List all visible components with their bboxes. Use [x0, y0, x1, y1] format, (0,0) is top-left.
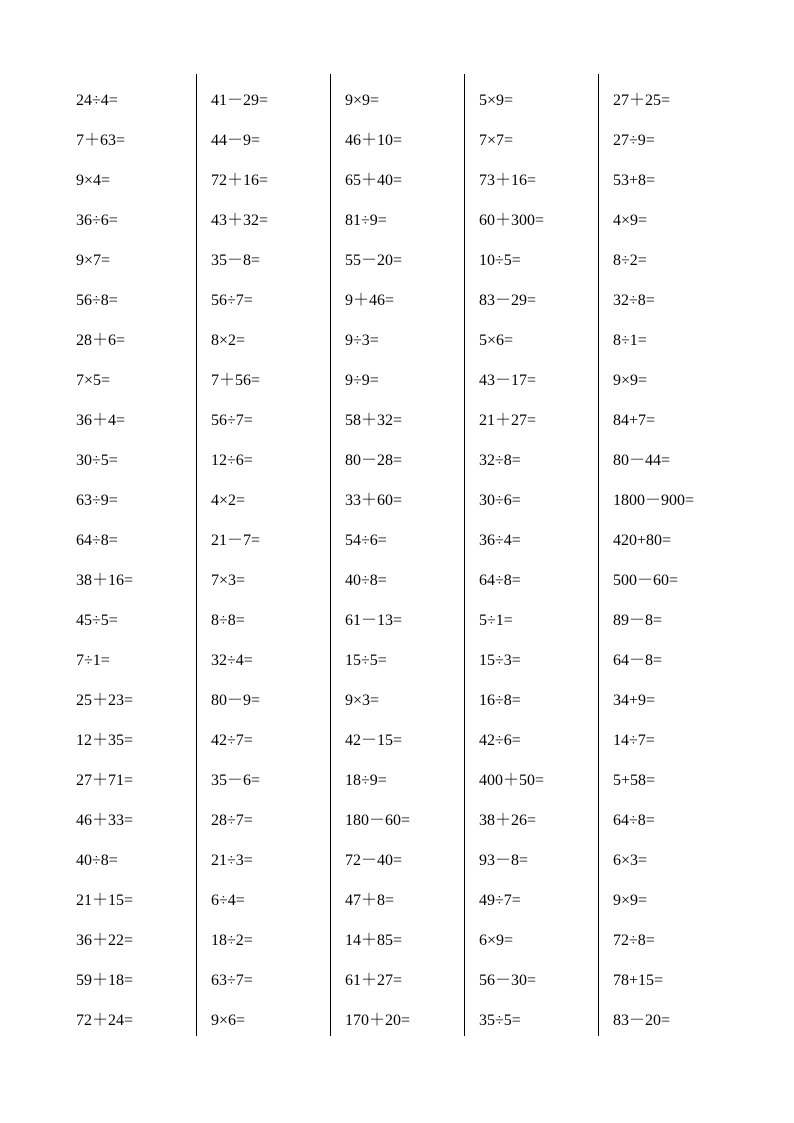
math-problem: 12÷6=: [211, 452, 253, 469]
math-problem: 49÷7=: [479, 892, 521, 909]
math-problem: 55－20=: [345, 252, 403, 269]
math-problem: 5×9=: [479, 92, 514, 109]
math-problem: 72＋24=: [76, 1012, 134, 1029]
math-problem: 6×3=: [613, 852, 648, 869]
math-problem: 40÷8=: [345, 572, 387, 589]
math-problem: 27÷9=: [613, 132, 655, 149]
math-problem: 46＋33=: [76, 812, 134, 829]
math-problem: 78+15=: [613, 972, 664, 989]
problem-column-2: [196, 74, 330, 1036]
math-problem: 34+9=: [613, 692, 656, 709]
math-problem: 93－8=: [479, 852, 529, 869]
math-problem: 15÷5=: [345, 652, 387, 669]
math-problem: 14÷7=: [613, 732, 655, 749]
math-problem: 180－60=: [345, 812, 411, 829]
math-problem: 72＋16=: [211, 172, 269, 189]
math-problem: 46＋10=: [345, 132, 403, 149]
math-problem: 64－8=: [613, 652, 663, 669]
math-problem: 58＋32=: [345, 412, 403, 429]
math-problem: 54÷6=: [345, 532, 387, 549]
math-problem: 32÷8=: [613, 292, 655, 309]
math-problem: 65＋40=: [345, 172, 403, 189]
math-problem: 56÷7=: [211, 412, 253, 429]
math-problem: 1800－900=: [613, 492, 695, 509]
math-problem: 84+7=: [613, 412, 656, 429]
math-problem: 16÷8=: [479, 692, 521, 709]
math-problem: 80－44=: [613, 452, 671, 469]
math-problem: 6÷4=: [211, 892, 245, 909]
math-problem: 8×2=: [211, 332, 246, 349]
math-problem: 4×9=: [613, 212, 648, 229]
math-problem: 83－20=: [613, 1012, 671, 1029]
math-problem: 21＋27=: [479, 412, 537, 429]
math-problem: 73＋16=: [479, 172, 537, 189]
math-problem: 33＋60=: [345, 492, 403, 509]
math-problem: 38＋26=: [479, 812, 537, 829]
math-problem: 40÷8=: [76, 852, 118, 869]
problem-column-3: [330, 74, 464, 1036]
math-problem: 7×3=: [211, 572, 246, 589]
math-problem: 44－9=: [211, 132, 261, 149]
math-problem: 72÷8=: [613, 932, 655, 949]
math-problem: 9÷3=: [345, 332, 379, 349]
math-problem: 25＋23=: [76, 692, 134, 709]
math-problem: 7×7=: [479, 132, 514, 149]
math-problem: 7＋56=: [211, 372, 261, 389]
math-problem: 63÷9=: [76, 492, 118, 509]
math-problem: 61－13=: [345, 612, 403, 629]
math-problem: 7＋63=: [76, 132, 126, 149]
math-problem: 53+8=: [613, 172, 656, 189]
math-problem: 5+58=: [613, 772, 656, 789]
math-problem: 36÷4=: [479, 532, 521, 549]
math-problem: 45÷5=: [76, 612, 118, 629]
math-problem: 27＋71=: [76, 772, 134, 789]
problem-column-5: [598, 74, 732, 1036]
math-problem: 28＋6=: [76, 332, 126, 349]
math-problem: 9÷9=: [345, 372, 379, 389]
math-problem: 35－6=: [211, 772, 261, 789]
math-problem: 35÷5=: [479, 1012, 521, 1029]
problem-column-4: [464, 74, 598, 1036]
math-problem: 42÷6=: [479, 732, 521, 749]
math-problem: 10÷5=: [479, 252, 521, 269]
math-problem: 83－29=: [479, 292, 537, 309]
math-problem: 9×6=: [211, 1012, 246, 1029]
math-problem: 30÷6=: [479, 492, 521, 509]
math-problem: 89－8=: [613, 612, 663, 629]
math-problem: 63÷7=: [211, 972, 253, 989]
math-problem: 18÷9=: [345, 772, 387, 789]
math-problem: 8÷1=: [613, 332, 647, 349]
math-problem: 12＋35=: [76, 732, 134, 749]
math-problem: 30÷5=: [76, 452, 118, 469]
math-problem: 15÷3=: [479, 652, 521, 669]
math-problem: 5×6=: [479, 332, 514, 349]
math-problem: 38＋16=: [76, 572, 134, 589]
math-problem: 43－17=: [479, 372, 537, 389]
math-problem: 8÷2=: [613, 252, 647, 269]
math-problem: 56÷7=: [211, 292, 253, 309]
math-problem: 5÷1=: [479, 612, 513, 629]
math-problem: 9×4=: [76, 172, 111, 189]
math-problem: 28÷7=: [211, 812, 253, 829]
math-problem: 21＋15=: [76, 892, 134, 909]
math-problem: 32÷8=: [479, 452, 521, 469]
math-problem: 9×3=: [345, 692, 380, 709]
math-problem: 80－9=: [211, 692, 261, 709]
math-problem: 9×9=: [613, 372, 648, 389]
math-problem: 35－8=: [211, 252, 261, 269]
math-problem: 56－30=: [479, 972, 537, 989]
math-problem: 400＋50=: [479, 772, 545, 789]
math-problem: 24÷4=: [76, 92, 118, 109]
math-problem: 41－29=: [211, 92, 269, 109]
math-problem: 60＋300=: [479, 212, 545, 229]
math-problem: 420+80=: [613, 532, 672, 549]
math-problem: 36÷6=: [76, 212, 118, 229]
math-problem: 64÷8=: [479, 572, 521, 589]
math-problem: 6×9=: [479, 932, 514, 949]
math-problem: 21÷3=: [211, 852, 253, 869]
math-problem: 21－7=: [211, 532, 261, 549]
math-problem: 72－40=: [345, 852, 403, 869]
math-problem: 9×9=: [345, 92, 380, 109]
math-problem: 43＋32=: [211, 212, 269, 229]
math-problem: 9＋46=: [345, 292, 395, 309]
math-problem: 8÷8=: [211, 612, 245, 629]
math-problem: 36＋4=: [76, 412, 126, 429]
problem-column-1: [62, 74, 196, 1036]
math-problem: 32÷4=: [211, 652, 253, 669]
math-problem: 27＋25=: [613, 92, 671, 109]
math-problem: 61＋27=: [345, 972, 403, 989]
math-problem: 64÷8=: [76, 532, 118, 549]
math-problem: 36＋22=: [76, 932, 134, 949]
math-problem: 9×9=: [613, 892, 648, 909]
math-problem: 80－28=: [345, 452, 403, 469]
math-problem: 18÷2=: [211, 932, 253, 949]
worksheet: [62, 74, 732, 1036]
math-problem: 14＋85=: [345, 932, 403, 949]
math-problem: 170＋20=: [345, 1012, 411, 1029]
math-problem: 500－60=: [613, 572, 679, 589]
math-problem: 42÷7=: [211, 732, 253, 749]
math-problem: 59＋18=: [76, 972, 134, 989]
math-problem: 64÷8=: [613, 812, 655, 829]
math-problem: 7×5=: [76, 372, 111, 389]
math-problem: 81÷9=: [345, 212, 387, 229]
math-problem: 7÷1=: [76, 652, 110, 669]
math-problem: 42－15=: [345, 732, 403, 749]
math-problem: 56÷8=: [76, 292, 118, 309]
math-problem: 9×7=: [76, 252, 111, 269]
math-problem: 4×2=: [211, 492, 246, 509]
math-problem: 47＋8=: [345, 892, 395, 909]
